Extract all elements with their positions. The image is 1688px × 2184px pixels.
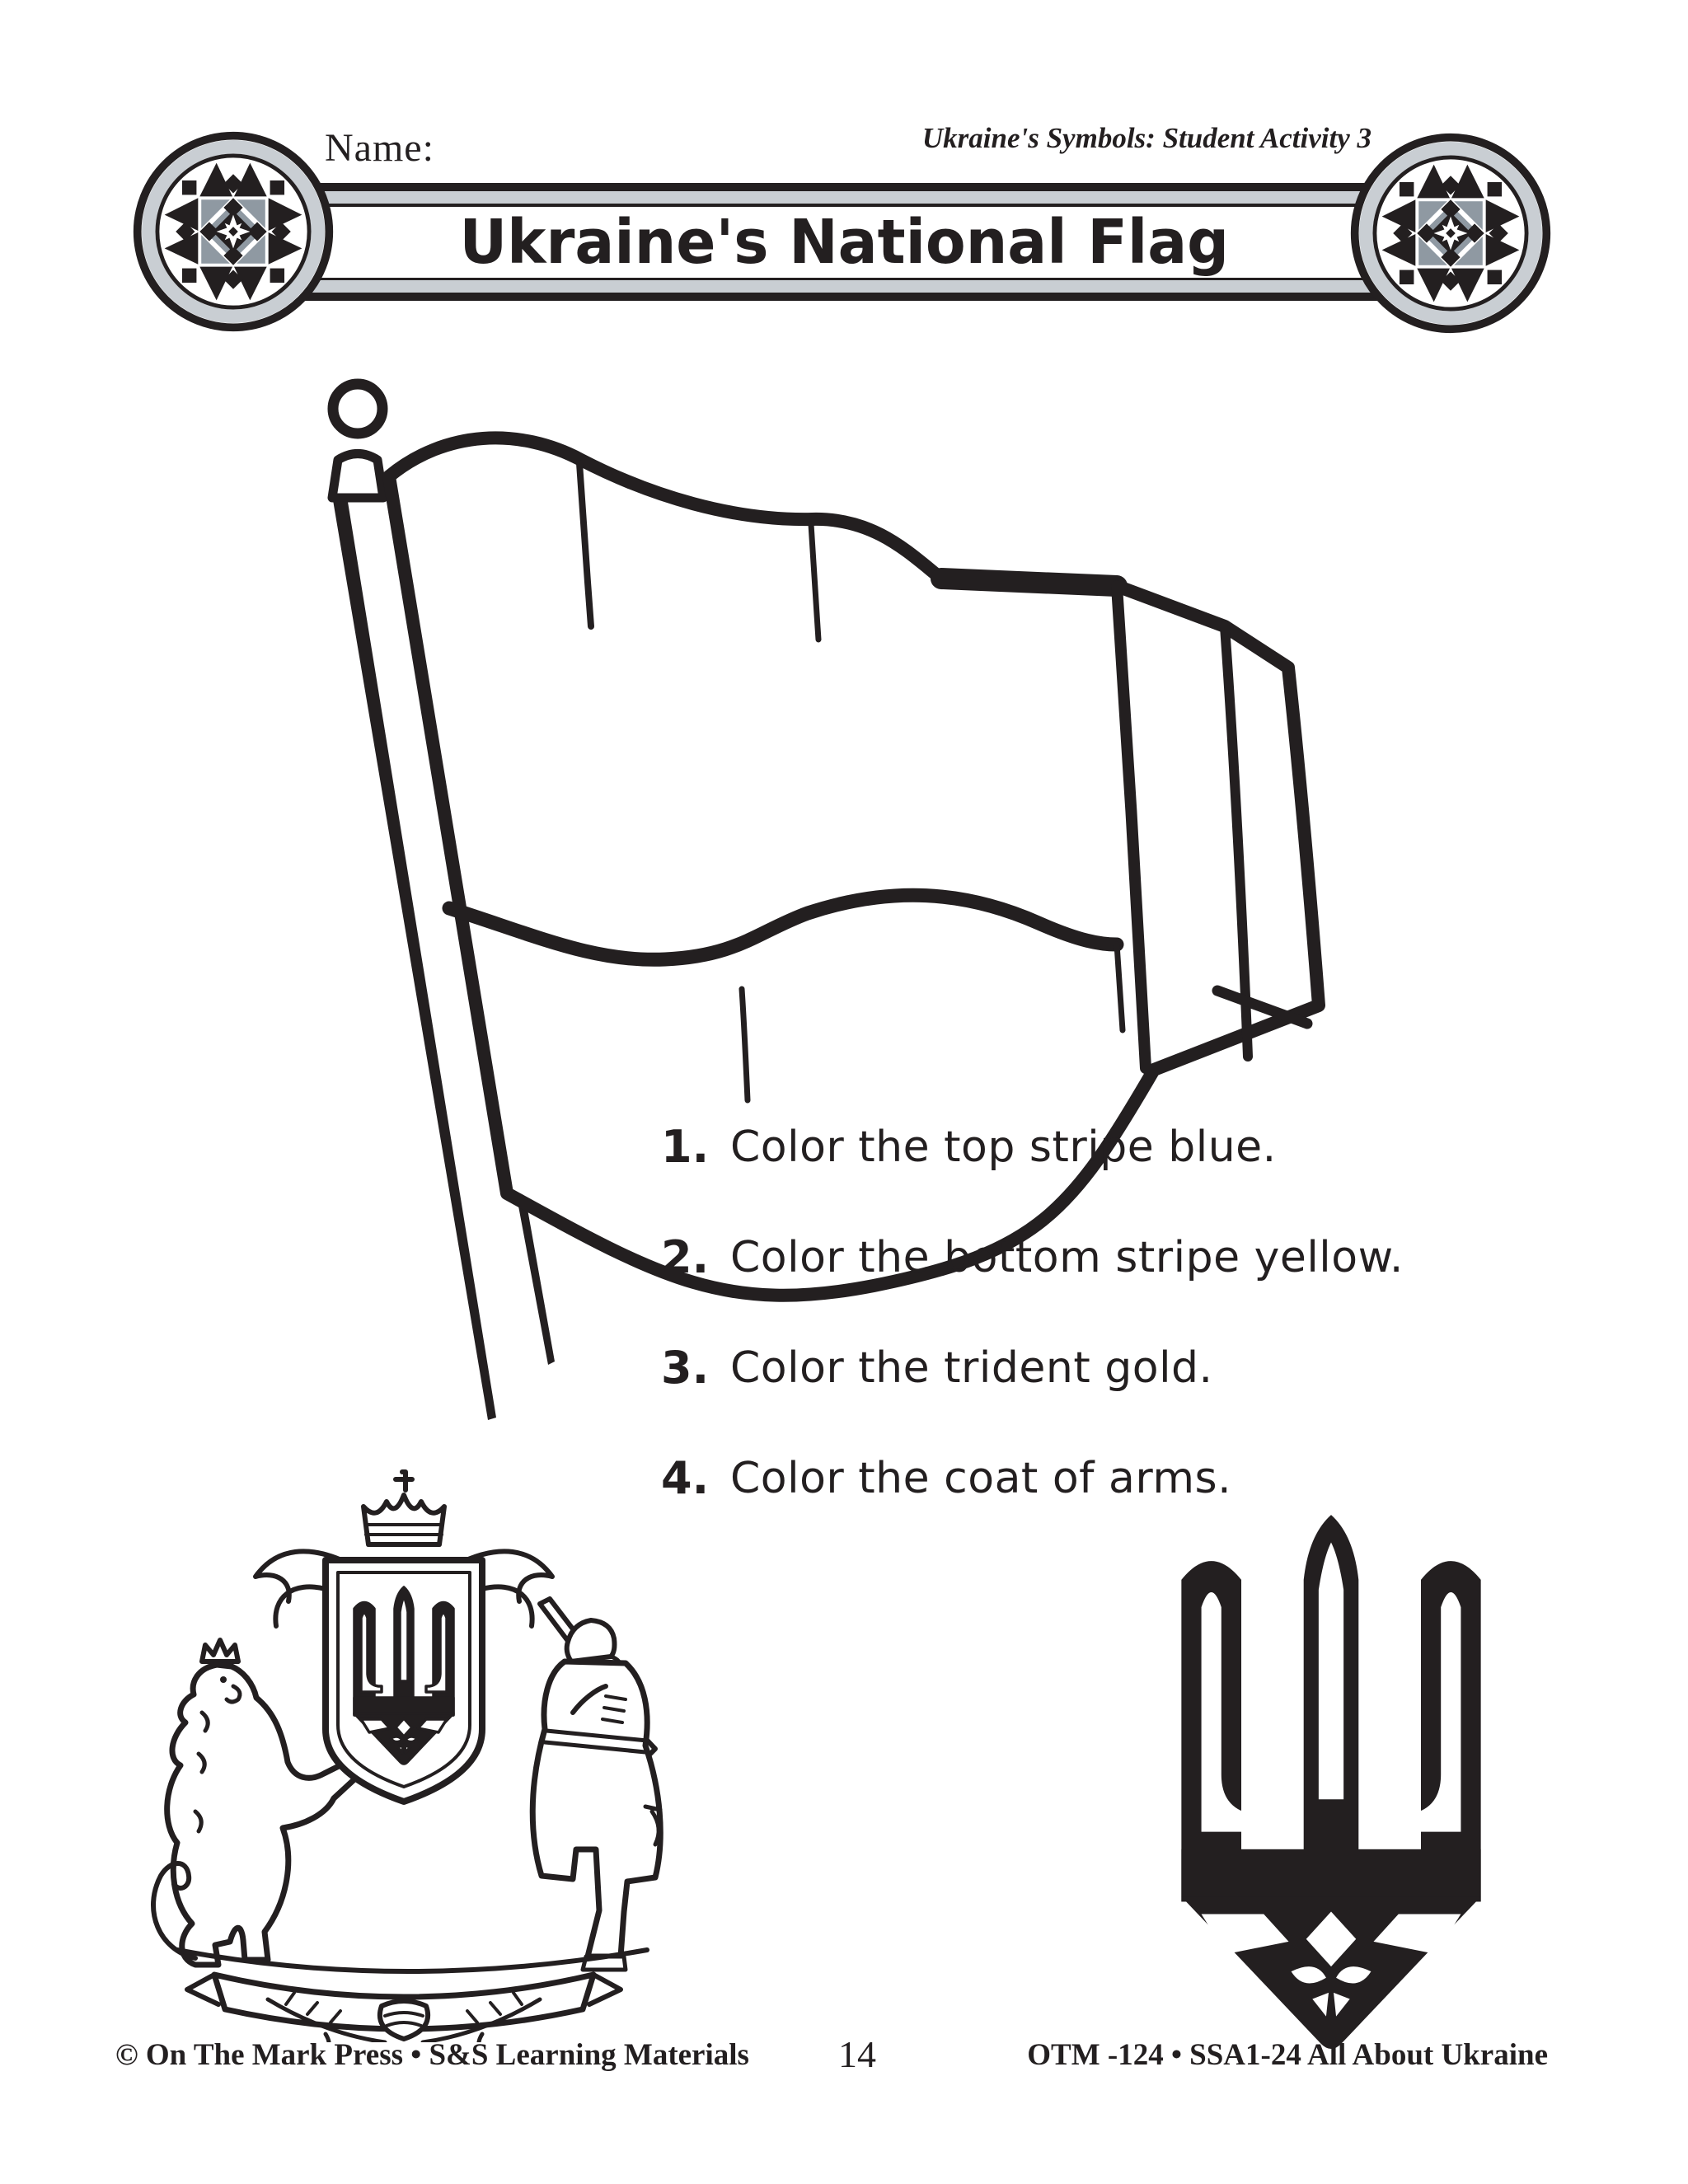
- instructions-list: [661, 1121, 1444, 1563]
- instruction-text: Color the top stripe blue.: [730, 1122, 1277, 1172]
- page-number: 14: [838, 2033, 876, 2075]
- list-item: [661, 1121, 1444, 1231]
- name-label: Name:: [325, 126, 434, 170]
- banner-top-gray-rule: [233, 191, 1455, 204]
- instruction-text: Color the trident gold.: [730, 1343, 1213, 1393]
- instruction-number: 2.: [661, 1231, 710, 1283]
- footer-publisher: © On The Mark Press • S&S Learning Materials: [115, 2038, 749, 2072]
- instruction-number: 3.: [661, 1342, 710, 1394]
- coat-of-arms-line-art: [78, 1465, 729, 2042]
- page-title: Ukraine's National Flag: [459, 206, 1229, 278]
- list-item: [661, 1231, 1444, 1342]
- instruction-number: 4.: [661, 1452, 710, 1504]
- instruction-number: 1.: [661, 1121, 710, 1173]
- banner-top-rule: [233, 183, 1455, 191]
- banner-bottom-gray-rule: [233, 280, 1455, 293]
- list-item: [661, 1342, 1444, 1452]
- folk-star-medallion-right-icon: [1347, 129, 1554, 337]
- banner-title-area: [233, 207, 1455, 278]
- footer-book-code: OTM -124 • SSA1-24 All About Ukraine: [1027, 2038, 1548, 2072]
- flagpole-ball: [333, 384, 382, 434]
- trident-line-art: [1142, 1500, 1521, 2049]
- title-banner: [233, 183, 1455, 301]
- activity-label: Ukraine's Symbols: Student Activity 3: [921, 122, 1372, 154]
- instruction-text: Color the coat of arms.: [730, 1454, 1232, 1503]
- banner-bottom-rule: [233, 293, 1455, 301]
- folk-star-medallion-left-icon: [129, 128, 337, 335]
- instruction-text: Color the bottom stripe yellow.: [730, 1233, 1404, 1282]
